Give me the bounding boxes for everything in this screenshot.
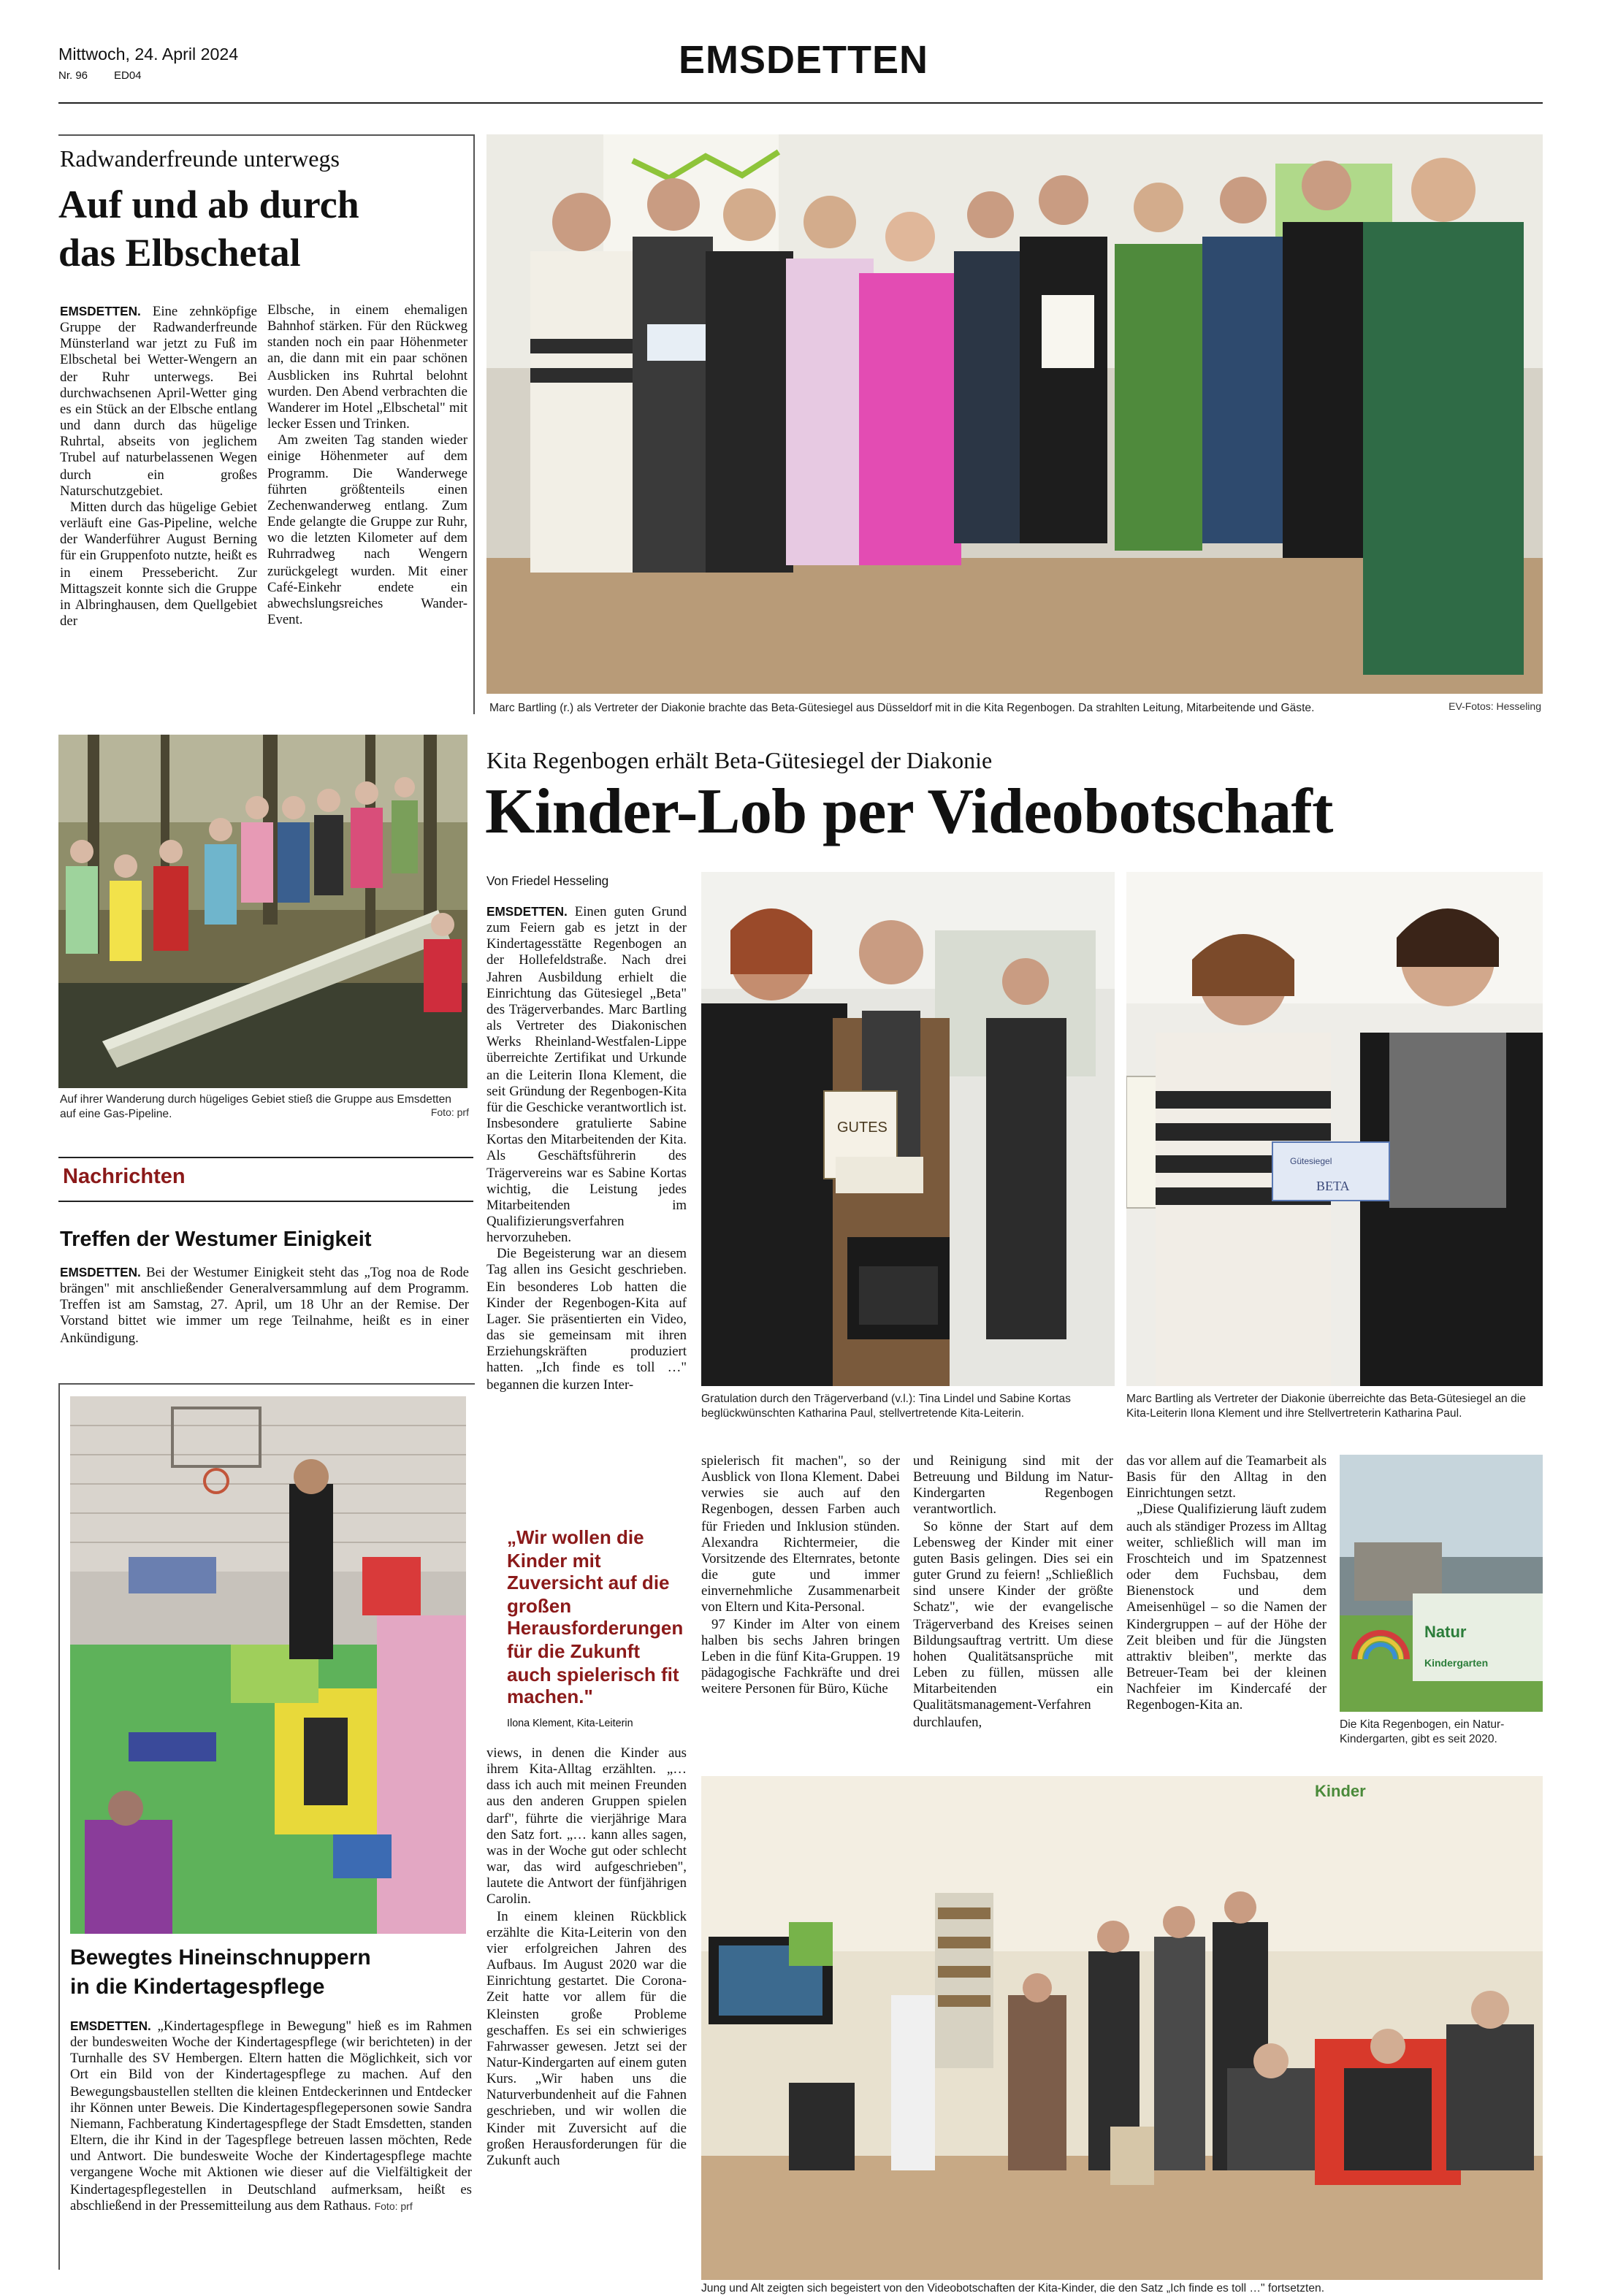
kita-pullquote: „Wir wollen die Kinder mit Zuversicht auf die großen Herausforderungen für die Zukunft auch spielerisch fit machen.": [507, 1526, 684, 1708]
elbschetal-col2-p1: Elbsche, in einem ehemaligen Bahnhof stärken. Für den Rückweg standen noch ein paar Höhenmeter an, die dann mit ein paar schönen Ausblicken ins Ruhrtal belohnt wurden. Den Abend verbrachten die Wanderer im Hotel „Elbschetal" mit lecker Essen und Trinken.: [267, 304, 467, 433]
certificate-mark: Gütesiegel: [1290, 1156, 1332, 1166]
hiking-photo-credit: Foto: prf: [430, 1109, 469, 1119]
elbschetal-dateline: EMSDETTEN.: [60, 304, 141, 318]
kita-c4-p1: das vor allem auf die Teamarbeit als Basis für den Alltag in den Einrichtungen setzt.: [1126, 1455, 1327, 1502]
elbschetal-headline: [58, 181, 359, 278]
westumer-body: Bei der Westumer Einigkeit steht das „Tog noa de Rode brängen" mit anschließender Generalversammlung auf dem Programm. Treffen ist am Samstag, 27. April, um 18 Uhr an der Remise. Der Vorstand bittet wie immer um rege Teilnahme, heißt es in einer Ankündigung.: [60, 1266, 469, 1347]
westumer-headline: Treffen der Westumer Einigkeit: [60, 1228, 372, 1252]
tagespflege-photo-credit: Foto: prf: [374, 2202, 413, 2213]
siegel-caption: Marc Bartling als Vertreter der Diakonie überreichte das Beta-Gütesiegel an die Kita-Leiterin Ilona Klement und ihre Stellvertreterin Katharina Paul.: [1126, 1392, 1526, 1420]
kita-c1-p4: In einem kleinen Rückblick erzählte die Kita-Leiterin von den vier erfolgreichen Jahren des Aufbaus. Im August 2020 war die Einrichtung gestartet. Die Corona-Zeit hatte vor allem für die Kleinsten große Probleme geschaffen. Es sei ein schwieriges Fahrwasser gewesen. Jetzt sei der Natur-Kindergarten auf einem guten Kurs. „Wir haben uns die Naturverbundenheit auf die Fahnen geschrieben, und wir wollen die Kinder mit Zuversicht auf die großen Herausforderungen für die Zukunft auch: [486, 1910, 687, 2169]
nachrichten-label: Nachrichten: [63, 1166, 186, 1189]
westumer-dateline: EMSDETTEN.: [60, 1265, 141, 1279]
photo-gratulation: [701, 872, 1115, 1386]
sign-kindergarten: Kindergarten: [1424, 1657, 1489, 1669]
kita-top-caption-text: Marc Bartling (r.) als Vertreter der Diakonie brachte das Beta-Gütesiegel aus Düsseldorf mit in die Kita Regenbogen. Da strahlten Leitung, Mitarbeitende und Gäste.: [489, 701, 1315, 714]
elbschetal-col2-p2: Am zweiten Tag standen wieder einige Höhenmeter auf dem Programm. Die Wanderwege führten größtenteils einen Zechenwanderweg entlang. Zum Ende gelangte die Gruppe zur Ruhr, wo die letzten Kilometer auf dem Ruhrradweg nach Wengern zurückgelegt wurden. Mit einer Café-Einkehr endete ein abwechslungsreiches Wander-Event.: [267, 434, 467, 628]
issue-date: Mittwoch, 24. April 2024: [58, 45, 239, 64]
tagespflege-dateline: EMSDETTEN.: [70, 2018, 151, 2033]
kita-dateline: EMSDETTEN.: [486, 904, 568, 919]
kita-column-3: [913, 1455, 1113, 1769]
kita-column-2: [701, 1455, 900, 1769]
photo-kita-building: [1340, 1455, 1543, 1712]
kita-c1-p1: Einen guten Grund zum Feiern gab es jetzt in der Kindertagesstätte Regenbogen an der Hollefeldstraße. Nach drei Jahren Ausbildung erhielt die Einrichtung das Gütesiegel „Beta" des Trägerverbandes. Marc Bartling als Vertreter des Diakonischen Werks Rheinland-Westfalen-Lippe überreichte Zertifikat und Urkunde an die Leiterin Ilona Klement, die seit Gründung der Regenbogen-Kita für die Geschicke verantwortlich ist. Insbesondere gratulierte Sabine Kortas den Mitarbeitenden der Kita. Als Geschäftsführerin des Trägervereins war es Sabine Kortas wichtig, die Leistung jedes Mitarbeitenden im Qualifizierungsverfahren hervorzuheben.: [486, 906, 687, 1247]
kita-column-4: [1126, 1455, 1327, 1769]
photo-hiking-group: [58, 735, 467, 1088]
elbschetal-kicker: Radwanderfreunde unterwegs: [60, 148, 340, 172]
edition-code: ED04: [114, 69, 142, 82]
tagespflege-headline-line1: Bewegtes Hineinschnuppern: [70, 1945, 371, 1970]
kita-c2-p2: 97 Kinder im Alter von einem halben bis sechs Jahren bringen Leben in die fünf Kita-Gruppen. 19 pädagogische Fachkräfte und drei weitere Personen für Büro, Küche: [701, 1618, 900, 1698]
wall-lettering: Kinder: [1315, 1782, 1366, 1800]
kita-top-photo-caption: [489, 701, 1541, 716]
elbschetal-col1-p1: Eine zehnköpfige Gruppe der Radwanderfreunde Münsterland war jetzt zu Fuß im Elbschetal bei Wetter-Wengern an der Ruhr unterwegs. Bei durchwachsenen April-Wetter ging es ein Stück an der Elbsche entlang und dann durch das hügelige Ruhrtal, abseits von jeglichem Trubel auf naturbelassenen Wegen durch ein großes Naturschutzgebiet.: [60, 305, 257, 500]
kita-c3-p2: So könne der Start auf dem Lebensweg der Kinder mit einer guten Basis gelingen. Dies sei ein guter Grund zu feiern! „Schließlich sind unsere Kinder der größte Schatz", wie der evangelische Trägerverband des Kreises seinen Bildungsauftrag vertritt. Um diese hohen Qualitätsansprüche mit Leben zu füllen, müssen alle Mitarbeitenden ein Qualitätsmanagement-Verfahren durchlaufen,: [913, 1520, 1113, 1730]
nachrichten-top-rule: [58, 1157, 473, 1158]
hiking-photo-caption: [60, 1092, 469, 1122]
kita-byline: Von Friedel Hesseling: [486, 873, 609, 888]
elbschetal-col1-p2: Mitten durch das hügelige Gebiet verläuft eine Gas-Pipeline, welche der Wanderführer August Berning für ein Gruppenfoto nutzte, heißt es in einem Pressebericht. Zur Mittagszeit konnte sich die Gruppe in Albringhausen, dem Quellgebiet der: [60, 500, 257, 630]
photo-siegel-uebergabe: [1126, 872, 1543, 1386]
nachrichten-under-rule: [58, 1201, 473, 1202]
kita-headline: Kinder-Lob per Videobotschaft: [485, 776, 1333, 847]
photo-kita-group: [486, 134, 1543, 694]
tagespflege-text: [70, 2018, 472, 2264]
gratulation-caption: Gratulation durch den Trägerverband (v.l.): Tina Lindel und Sabine Kortas beglückwünschten Katharina Paul, stellvertretende Kita-Leiterin.: [701, 1392, 1071, 1420]
elbschetal-headline-line2: das Elbschetal: [58, 231, 301, 275]
photo-gym-play: [70, 1396, 466, 1934]
kita-column-1a: [486, 904, 687, 1493]
tagespflege-body: „Kindertagespflege in Bewegung" hieß es im Rahmen der bundesweiten Woche der Kindertagespflege (wir berichteten) in der Turnhalle des SV Hembergen. Eltern hatten die Möglichkeit, sich vor Ort ein Bild von der Kindertagespflege zu machen. Auf den Bewegungsbaustellen stellten die kleinen Entdeckerinnen und Entdecker ihr Können unter Beweis. Die Kindertagespflegepersonen sowie Sandra Niemann, Fachberatung Kindertagespflege der Stadt Emsdetten, standen Eltern, die ihr Kind in der Tagespflege betreuen lassen möchten, Rede und Antwort. Die bundesweite Woche der Kindertagespflege machte vergangene Woche mit Aktionen wie dieser auf die Vielfältigkeit der Kindertagespflegestellen in Deutschland aufmerksam, heißt es abschließend in der Pressemitteilung aus dem Rathaus.: [70, 2020, 472, 2214]
kita-c1-p3: views, in denen die Kinder aus ihrem Kita-Alltag erzählten. „… dass ich auch mit meinen Freunden aus den anderen Gruppen spielen darf", führte die vierjährige Mara den Satz fort. „… kann alles sagen, was in der Woche gut oder schlecht war, das wird aufgeschrieben", lautete die Antwort der fünfjährigen Carolin.: [486, 1747, 687, 1908]
hiking-caption-text: Auf ihrer Wanderung durch hügeliges Gebiet stieß die Gruppe aus Emsdetten auf eine Gas-Pipeline.: [60, 1092, 451, 1120]
kita-column-1b: [486, 1747, 687, 2268]
tagespflege-headline-line2: in die Kindertagespflege: [70, 1975, 325, 2000]
westumer-text: [60, 1265, 469, 1348]
elbschetal-column-1: [60, 304, 257, 713]
elbschetal-headline-line1: Auf und ab durch: [58, 183, 359, 226]
issue-number: Nr. 96: [58, 69, 88, 82]
elbschetal-column-2: [267, 304, 467, 713]
svg-text:GUTES: GUTES: [837, 1120, 888, 1136]
kindercafe-caption: Jung und Alt zeigten sich begeistert von den Videobotschaften der Kita-Kinder, die den Satz „Ich finde es toll …" fortsetzten.: [701, 2281, 1325, 2295]
kita-c3-p1: und Reinigung sind mit der Betreuung und Bildung im Natur-Kindergarten Regenbogen verantwortlich.: [913, 1455, 1113, 1518]
header-rule: [58, 102, 1543, 104]
photo-kindercafe: [701, 1776, 1543, 2280]
kita-c4-p2: „Diese Qualifizierung läuft zudem auch als ständiger Prozess im Alltag weiter, schließlich will man im Froschteich und im Spatzennest oder dem Fuchsbau, dem Bienenstock und dem Ameisenhügel – so die Namen der Kindergruppen – auf der Höhe der Zeit bleiben und für die Jüngsten attraktiv bleiben", merkte das Betreuer-Team bei der kleinen Nachfeier im Kindercafé der Regenbogen-Kita an.: [1126, 1503, 1327, 1714]
kita-pullquote-source: Ilona Klement, Kita-Leiterin: [507, 1716, 633, 1729]
sign-natur: Natur: [1424, 1623, 1467, 1641]
kita-top-photo-credit: EV-Fotos: Hesseling: [1448, 703, 1541, 713]
tagespflege-headline: [70, 1944, 371, 2002]
kita-c1-p2: Die Begeisterung war an diesem Tag allen ins Gesicht geschrieben. Ein besonderes Lob hatten die Kinder der Regenbogen-Kita auf Lager. Sie präsentierten ein Video, das sie gemeinsam mit ihren Erziehungskräften produziert hatten. „Ich finde es toll …" begannen die kurzen Inter-: [486, 1247, 687, 1393]
kita-c2-p1: spielerisch fit machen", so der Ausblick von Ilona Klement. Dabei verwies sie auch auf den Regenbogen, dessen Farben auch für Frieden und Inklusion stünden. Alexandra Richtermeier, die Vorsitzende des Elternrates, betonte die gute und immer einvernehmliche Zusammenarbeit von Eltern und Kita-Personal.: [701, 1455, 900, 1616]
beta-logo-mark: BETA: [1316, 1179, 1350, 1193]
kita-kicker: Kita Regenbogen erhält Beta-Gütesiegel der Diakonie: [486, 749, 993, 774]
kita-building-caption: Die Kita Regenbogen, ein Natur-Kindergarten, gibt es seit 2020.: [1340, 1718, 1505, 1745]
section-title: EMSDETTEN: [678, 38, 928, 82]
